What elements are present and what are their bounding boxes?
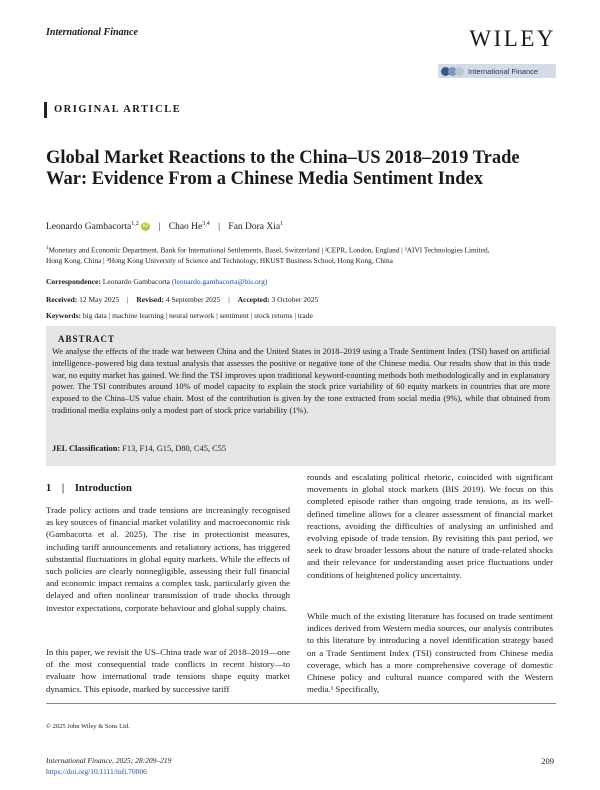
received-date: 12 May 2025 bbox=[79, 295, 120, 304]
page-number: 209 bbox=[541, 756, 554, 766]
keywords-list: big data | machine learning | neural network | sentiment | stock returns | trade bbox=[82, 311, 313, 320]
keywords bbox=[46, 311, 313, 320]
jel-codes: F13, F14, G15, D80, C45, C55 bbox=[122, 444, 227, 453]
journal-name: International Finance bbox=[46, 27, 138, 38]
correspondence bbox=[46, 277, 267, 286]
author-name[interactable]: Chao He bbox=[168, 222, 203, 233]
jel-label: JEL Classification: bbox=[52, 444, 121, 453]
author-list: Leonardo Gambacorta$^{1,2}$ iD | Chao He$^{3,4}$ | Fan Dora Xia$^1$ bbox=[46, 221, 284, 233]
affiliations-line: Hong Kong, China | ⁴Hong Kong University of Science and Technology, HKUST Business School, Hong Kong, China bbox=[46, 256, 393, 266]
abstract-text: We analyse the effects of the trade war between China and the United States in 2018–2019 using a Trade Sentiment Index (TSI) based on artificial intelligence–powered big data textual analysis that assesses the positive or negative tone of the Chinese media. Our results show that in this trade war, no equity market has gained. We find the TSI improves upon traditional keyword-counting methods both methodologically and in explanatory power. The TSI contributes around 10% of model capacity to explain the stock price variability of 60 equity markets in countries that are more exposed to the China–US value chain. Most of the contribution is given by the tone extracted from social media (9%), while that obtained from traditional media explains only a modest part of stock price variability (1%). bbox=[52, 347, 550, 415]
author-affiliation-marker: 1 bbox=[280, 221, 284, 227]
correspondence-email-link[interactable]: (leonardo.gambacorta@bis.org) bbox=[171, 277, 268, 286]
received-label: Received: bbox=[46, 295, 78, 304]
author-affiliation-marker: 1,2 bbox=[131, 221, 139, 227]
body-paragraph: While much of the existing literature has focused on trade sentiment indices derived from Western media sources, our analysis contributes to this literature by introducing a novel identification strategy based on a Trade Sentiment Index (TSI) constructed from Chinese media coverage, which has a more comprehensive coverage of domestic Chinese policy and cultural nuance compared with the Western media.¹ Specifically, bbox=[307, 611, 553, 695]
author-affiliation-marker: 3,4 bbox=[202, 221, 210, 227]
article-title: Global Market Reactions to the China–US 2018–2019 Trade War: Evidence From a Chinese Media Sentiment Index bbox=[46, 148, 520, 189]
jel-classification bbox=[52, 444, 226, 453]
copyright: © 2025 John Wiley & Sons Ltd. bbox=[46, 723, 130, 730]
author-name[interactable]: Fan Dora Xia bbox=[228, 222, 281, 233]
article-type: ORIGINAL ARTICLE bbox=[54, 104, 182, 115]
section-title: Introduction bbox=[74, 483, 132, 494]
keywords-label: Keywords: bbox=[46, 311, 81, 320]
footer-divider bbox=[46, 703, 556, 704]
publisher-logo[interactable]: WILEY bbox=[469, 26, 556, 51]
section-number: 1 bbox=[46, 483, 52, 494]
journal-badge[interactable] bbox=[438, 64, 556, 78]
article-type-bar bbox=[44, 102, 47, 118]
journal-badge-icon bbox=[441, 67, 462, 76]
article-dates: Received: 12 May 2025 | Revised: 4 September 2025 | Accepted: 3 October 2025 bbox=[46, 295, 319, 304]
revised-label: Revised: bbox=[136, 295, 164, 304]
body-paragraph: rounds and escalating political rhetoric, coincided with significant movements in global stock markets (BIS 2019). We focus on this completed episode rather than ongoing trade tensions, as its well-defined timeline allows for a clearer assessment of financial market reactions, avoiding the difficulties of analysing an unfinished and evolving episode of trade tension. By revisiting this past period, we seek to draw broader lessons about the nature of trade-related shocks and their relevance for understanding asset price fluctuations under conditions of heightened policy uncertainty. bbox=[307, 472, 553, 580]
revised-date: 4 September 2025 bbox=[165, 295, 221, 304]
journal-badge-label: International Finance bbox=[468, 66, 539, 76]
affiliations: $^1$Monetary and Economic Department, Bank for International Settlements, Basel, Switzerland | ²CEPR, London, England | ³AIVI Technologies Limited, Hong Kong, China | ⁴Hong Kong University of Science and Technology, HKUST Business School, Hong Kong, China bbox=[46, 243, 556, 266]
section-heading: 1 | Introduction bbox=[46, 483, 132, 494]
author-name[interactable]: Leonardo Gambacorta bbox=[46, 222, 132, 233]
accepted-label: Accepted: bbox=[237, 295, 270, 304]
body-paragraph: In this paper, we revisit the US–China trade war of 2018–2019—one of the most consequential trade conflicts in recent history—to evaluate how international trade tensions shape equity market dynamics. This episode, marked by successive tariff bbox=[46, 647, 290, 694]
affiliations-line: Monetary and Economic Department, Bank for International Settlements, Basel, Switzerland | ²CEPR, London, England | ³AIVI Technologies Limited, bbox=[48, 245, 490, 255]
doi-link[interactable]: https://doi.org/10.1111/infi.70006 bbox=[46, 767, 147, 776]
correspondence-label: Correspondence: bbox=[46, 277, 101, 286]
citation: International Finance, 2025; 28:209–219 bbox=[46, 756, 172, 765]
abstract-heading: ABSTRACT bbox=[58, 334, 116, 344]
body-paragraph: Trade policy actions and trade tensions are increasingly recognised as key sources of financial market volatility and macroeconomic risk (Gambacorta et al. 2025). The rise in protectionist measures, including tariff announcements and retaliatory actions, has triggered substantial fluctuations in global equity markets. While the effects of such policies are clearly nonnegligible, assessing their full financial and economic impact remains a complex task, particularly given the delayed and often nonlinear transmission of trade shocks through investor expectations, corporate behaviour and global supply chains. bbox=[46, 505, 290, 613]
orcid-icon[interactable]: iD bbox=[142, 223, 149, 230]
accepted-date: 3 October 2025 bbox=[271, 295, 319, 304]
correspondence-name: Leonardo Gambacorta bbox=[102, 277, 170, 286]
